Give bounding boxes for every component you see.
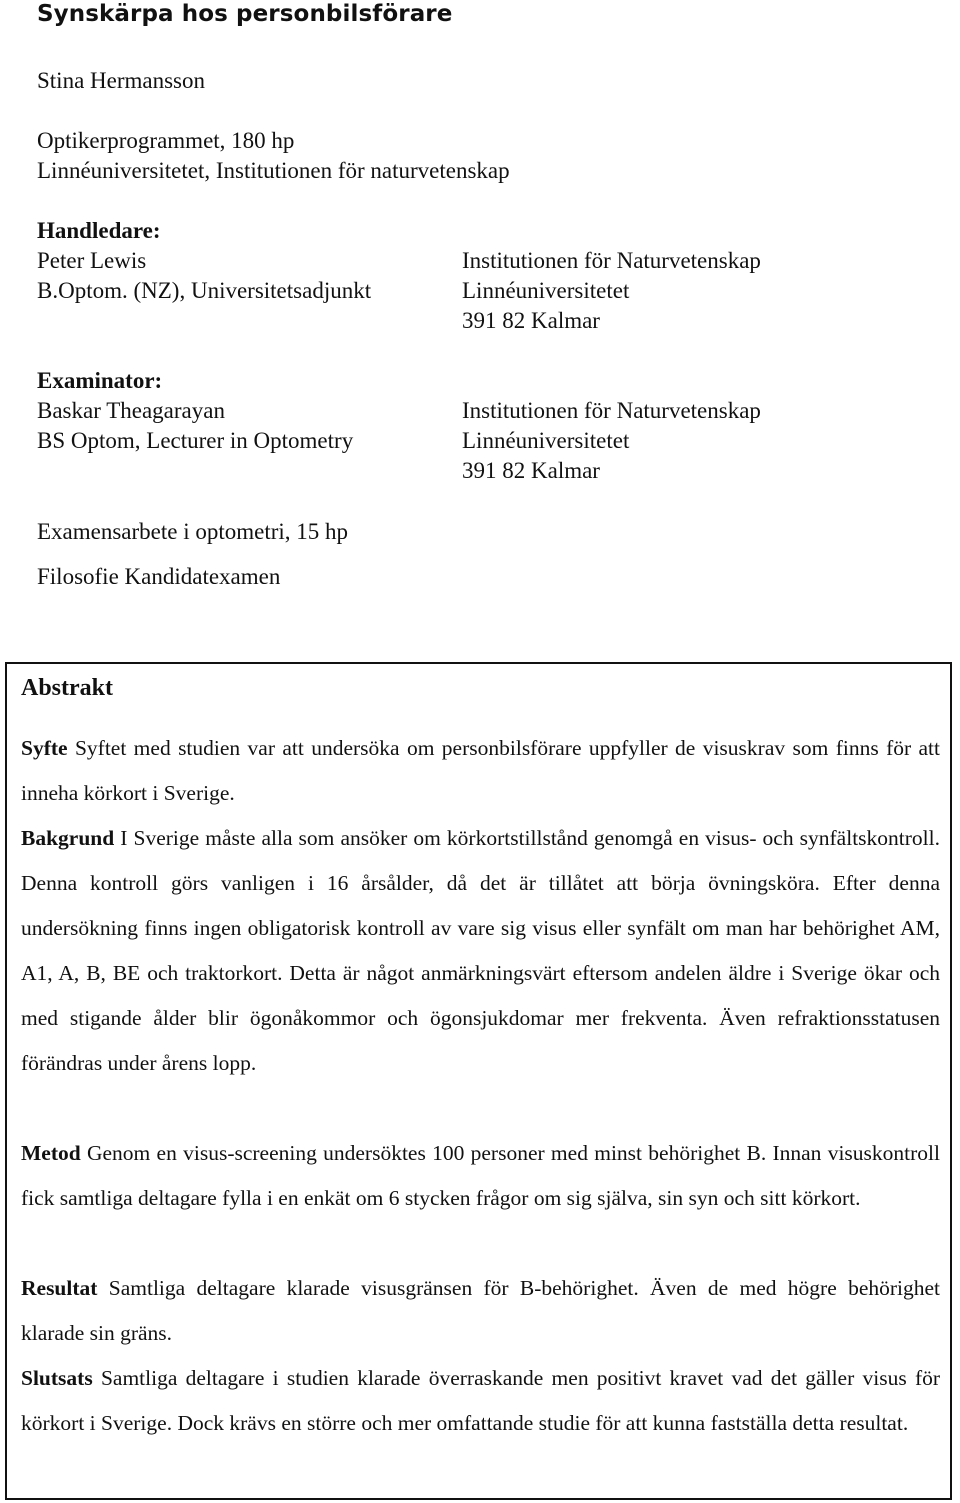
abstract-paragraph-syfte	[21, 726, 940, 816]
abstract-paragraph-bakgrund	[21, 816, 940, 1086]
section-text: Samtliga deltagare klarade visusgränsen för B-behörighet. Även de med högre behörighet klarade sin gräns.	[21, 1276, 941, 1345]
examiner-address-line: Linnéuniversitetet	[462, 428, 630, 453]
supervisor-title: B.Optom. (NZ), Universitetsadjunkt	[37, 278, 372, 303]
supervisor-address-line: Linnéuniversitetet	[462, 278, 630, 303]
abstract-paragraph-resultat	[21, 1266, 940, 1356]
examiner-label: Examinator:	[37, 368, 163, 393]
thesis-line: Examensarbete i optometri, 15 hp	[37, 519, 349, 544]
department-line: Linnéuniversitetet, Institutionen för naturvetenskap	[37, 158, 510, 183]
abstract-paragraph-metod	[21, 1131, 940, 1221]
section-label: Resultat	[21, 1276, 98, 1300]
examiner-address-line: 391 82 Kalmar	[462, 458, 600, 483]
supervisor-label: Handledare:	[37, 218, 161, 243]
section-label: Slutsats	[21, 1366, 93, 1390]
program-line: Optikerprogrammet, 180 hp	[37, 128, 295, 153]
examiner-address-line: Institutionen för Naturvetenskap	[462, 398, 761, 423]
abstract-heading: Abstrakt	[21, 675, 114, 701]
author-name: Stina Hermansson	[37, 68, 206, 93]
examiner-title: BS Optom, Lecturer in Optometry	[37, 428, 354, 453]
degree-line: Filosofie Kandidatexamen	[37, 564, 281, 589]
document-title: Synskärpa hos personbilsförare	[37, 1, 453, 27]
examiner-name: Baskar Theagarayan	[37, 398, 225, 423]
section-text: Syftet med studien var att undersöka om personbilsförare uppfyller de visuskrav som finns för att inneha körkort i Sverige.	[21, 736, 940, 805]
abstract-paragraph-slutsats	[21, 1356, 940, 1446]
section-label: Metod	[21, 1141, 81, 1165]
section-text: Genom en visus-screening undersöktes 100 personer med minst behörighet B. Innan visuskontroll fick samtliga deltagare fylla i en enkät om 6 stycken frågor om sig själva, sin syn och sitt körkort.	[21, 1141, 940, 1210]
section-text: Samtliga deltagare i studien klarade överraskande men positivt kravet vad det gäller visus för körkort i Sverige. Dock krävs en större och mer omfattande studie för att kunna fastställa detta resultat.	[21, 1366, 941, 1435]
section-label: Syfte	[21, 736, 68, 760]
section-text: I Sverige måste alla som ansöker om körkortstillstånd genomgå en visus- och synfältskontroll. Denna kontroll görs vanligen i 16 årsålder, då det är tillåtet att börja övningsköra. Efter denna undersökning finns ingen obligatorisk kontroll av vare sig visus eller synfält om man har behörighet AM, A1, A, B, BE och traktorkort. Detta är något anmärkningsvärt eftersom andelen äldre i Sverige ökar och med stigande ålder blir ögonåkommor och ögonsjukdomar mer frekventa. Även refraktionsstatusen förändras under årens lopp.	[21, 826, 940, 1075]
section-label: Bakgrund	[21, 826, 115, 850]
supervisor-name: Peter Lewis	[37, 248, 147, 273]
supervisor-address-line: Institutionen för Naturvetenskap	[462, 248, 761, 273]
supervisor-address-line: 391 82 Kalmar	[462, 308, 600, 333]
